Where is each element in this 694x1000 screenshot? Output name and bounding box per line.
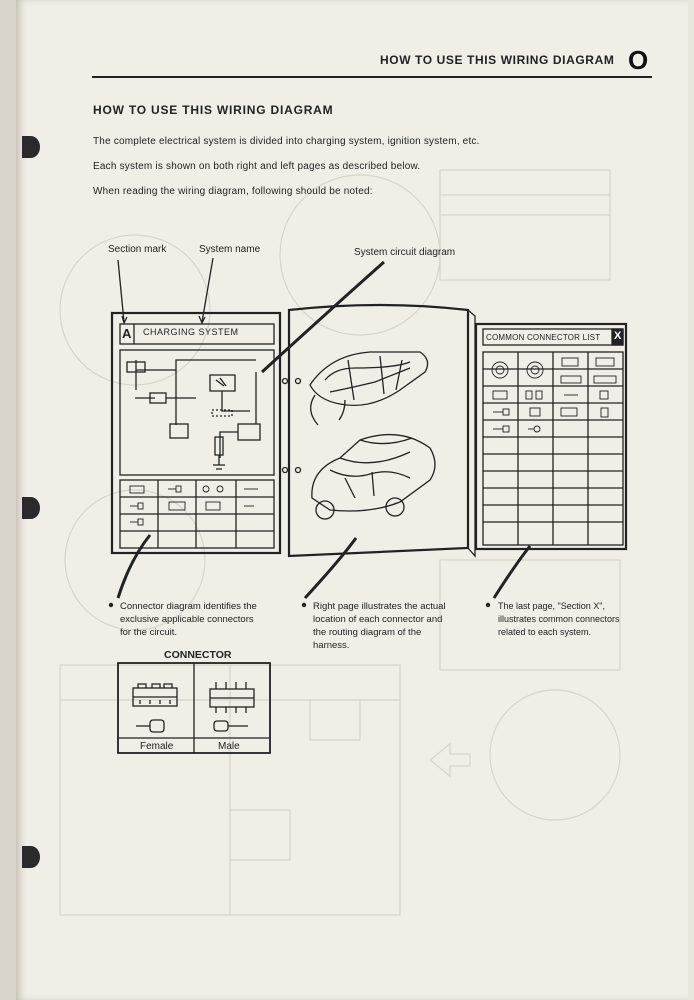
callout-system-name: System name [199, 244, 261, 255]
note-right-page: Right page illustrates the actual location of each connector and the routing diagram of the harness. [313, 601, 446, 651]
note-connector-diagram: Connector diagram identifies the exclusive applicable connectors for the circuit. [120, 601, 257, 638]
common-connector-list-title: COMMON CONNECTOR LIST [486, 333, 601, 342]
section-mark-letter: A [122, 326, 132, 341]
section-letter-badge: O [628, 45, 649, 75]
note-section-x: The last page, "Section X", illustrates common connectors related to each system. [498, 601, 620, 637]
male-label: Male [218, 741, 240, 752]
page-title: HOW TO USE THIS WIRING DIAGRAM [93, 103, 334, 117]
header-title: HOW TO USE THIS WIRING DIAGRAM [380, 53, 615, 67]
section-x-letter: X [614, 330, 622, 342]
female-label: Female [140, 741, 174, 752]
intro-paragraph: Each system is shown on both right and left pages as described below. [93, 161, 421, 172]
system-name-text: CHARGING SYSTEM [143, 327, 239, 337]
intro-paragraph: The complete electrical system is divided into charging system, ignition system, etc. [93, 136, 480, 147]
connector-box-title: CONNECTOR [164, 649, 232, 661]
intro-paragraph: When reading the wiring diagram, following should be noted: [93, 186, 373, 197]
callout-section-mark: Section mark [108, 244, 167, 255]
callout-system-circuit: System circuit diagram [354, 247, 456, 258]
